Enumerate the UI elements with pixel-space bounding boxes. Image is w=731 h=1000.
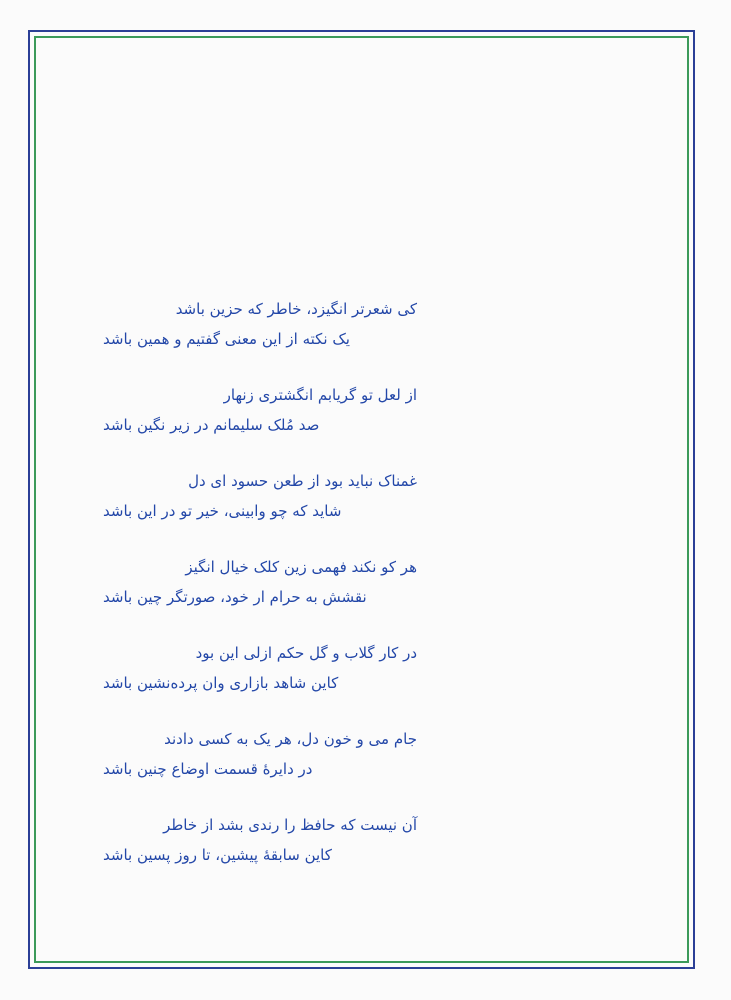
verse-line: در کار گلاب و گل حکم ازلی این بود bbox=[195, 644, 417, 662]
verse-line: آن نیست که حافظ را رندی بشد از خاطر bbox=[163, 816, 417, 834]
verse-line: کاین سابقهٔ پیشین، تا روز پسین باشد bbox=[103, 846, 332, 864]
verse-line: کاین شاهد بازاری وان پرده‌نشین باشد bbox=[103, 674, 339, 692]
stanza-5 bbox=[95, 644, 425, 730]
stanza-2 bbox=[95, 386, 425, 472]
verse-line: هر کو نکند فهمی زین کلک خیال انگیز bbox=[185, 558, 417, 576]
verse-line: کی شعرتر انگیزد، خاطر که حزین باشد bbox=[175, 300, 417, 318]
verse-line: شاید که چو وابینی، خیر تو در این باشد bbox=[103, 502, 342, 520]
verse-line: از لعل تو گریابم انگشتری زنهار bbox=[223, 386, 417, 404]
verse-line: در دایرهٔ قسمت اوضاع چنین باشد bbox=[103, 760, 313, 778]
verse-line: یک نکته از این معنی گفتیم و همین باشد bbox=[103, 330, 350, 348]
verse-line: نقشش به حرام ار خود، صورتگر چین باشد bbox=[103, 588, 367, 606]
stanza-1 bbox=[95, 300, 425, 386]
poem-text bbox=[95, 300, 425, 902]
verse-line: غمناک نباید بود از طعن حسود ای دل bbox=[188, 472, 417, 490]
stanza-3 bbox=[95, 472, 425, 558]
stanza-6 bbox=[95, 730, 425, 816]
verse-line: جام می و خون دل، هر یک به کسی دادند bbox=[164, 730, 417, 748]
stanza-7 bbox=[95, 816, 425, 902]
verse-line: صد مُلک سلیمانم در زیر نگین باشد bbox=[103, 416, 320, 434]
stanza-4 bbox=[95, 558, 425, 644]
